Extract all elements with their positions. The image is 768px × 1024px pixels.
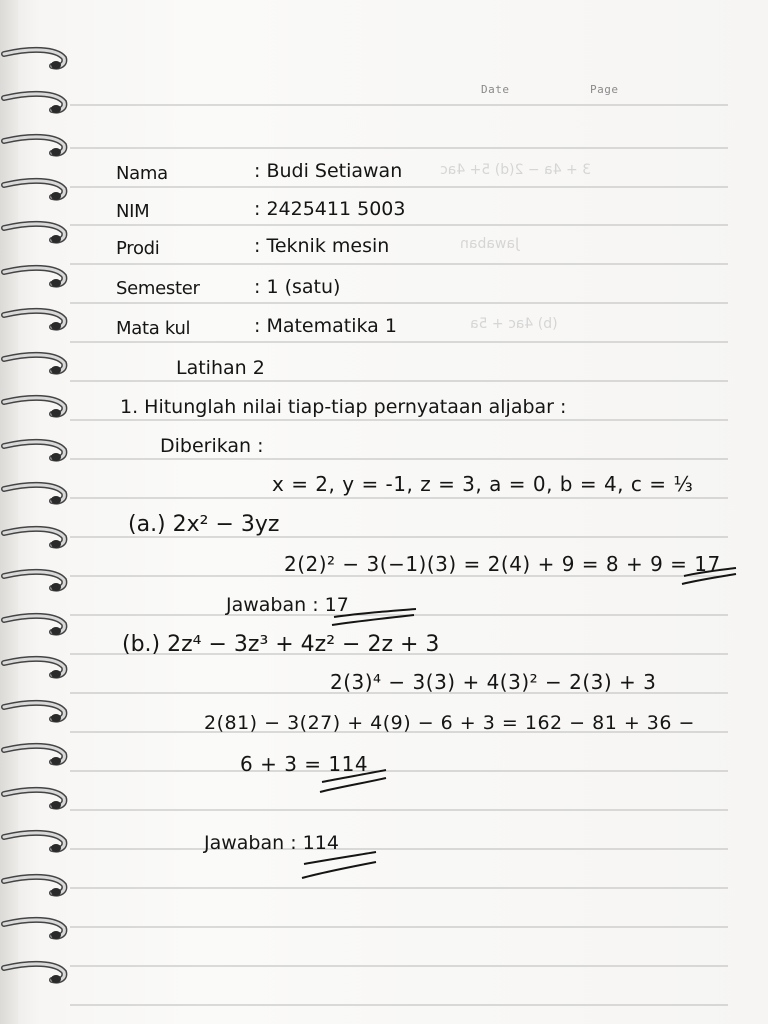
spiral-ring [0, 699, 72, 727]
spiral-ring [0, 133, 72, 161]
part-a-answer: Jawaban : 17 [226, 594, 349, 616]
part-b-working-1: 2(3)⁴ − 3(3) + 4(3)² − 2(3) + 3 [330, 670, 657, 694]
matkul-value: : Matematika 1 [254, 315, 397, 337]
prodi-value: : Teknik mesin [254, 235, 390, 257]
semester-label: Semester [116, 278, 200, 299]
double-underline-mark [318, 766, 390, 796]
name-label: Nama [116, 163, 168, 184]
bleed-through-mark: 3 + 4a − 2(d) 5+ 4ac [440, 162, 592, 178]
prodi-label: Prodi [116, 238, 160, 259]
nim-value: : 2425411 5003 [254, 198, 406, 220]
spiral-ring [0, 177, 72, 205]
spiral-ring [0, 46, 72, 74]
spiral-ring [0, 960, 72, 988]
spiral-ring [0, 829, 72, 857]
bleed-through-mark: Jawaban [460, 236, 520, 252]
semester-value: : 1 (satu) [254, 276, 341, 298]
double-underline-mark [680, 562, 740, 588]
spiral-ring [0, 525, 72, 553]
part-b-answer: Jawaban : 114 [204, 832, 339, 854]
spiral-ring [0, 90, 72, 118]
double-underline-mark [330, 603, 420, 629]
spiral-ring [0, 612, 72, 640]
bleed-through-mark: (b) 4ac + 5a [470, 316, 558, 332]
spiral-ring [0, 786, 72, 814]
spiral-ring [0, 655, 72, 683]
spiral-ring [0, 264, 72, 292]
part-a-expression: (a.) 2x² − 3yz [128, 512, 280, 537]
spiral-ring [0, 351, 72, 379]
part-b-working-3: 6 + 3 = 114 [240, 752, 369, 776]
spiral-ring [0, 481, 72, 509]
given-values: x = 2, y = -1, z = 3, a = 0, b = 4, c = ⅓ [272, 472, 694, 496]
spiral-ring [0, 394, 72, 422]
part-a-working: 2(2)² − 3(−1)(3) = 2(4) + 9 = 8 + 9 = 17 [284, 552, 721, 576]
spiral-ring [0, 873, 72, 901]
given-label: Diberikan : [160, 435, 264, 457]
part-b-working-2: 2(81) − 3(27) + 4(9) − 6 + 3 = 162 − 81 + 36 − [204, 712, 695, 734]
page-label: Page [590, 83, 619, 96]
part-b-expression: (b.) 2z⁴ − 3z³ + 4z² − 2z + 3 [122, 632, 440, 657]
spiral-ring [0, 438, 72, 466]
exercise-title: Latihan 2 [176, 357, 265, 379]
spiral-ring [0, 742, 72, 770]
name-value: : Budi Setiawan [254, 160, 403, 182]
spiral-ring [0, 307, 72, 335]
date-label: Date [481, 83, 510, 96]
nim-label: NIM [116, 201, 150, 222]
double-underline-mark [300, 850, 380, 886]
question-text: 1. Hitunglah nilai tiap-tiap pernyataan aljabar : [120, 396, 567, 418]
spiral-ring [0, 916, 72, 944]
spiral-ring [0, 220, 72, 248]
matkul-label: Mata kul [116, 318, 191, 339]
spiral-ring [0, 568, 72, 596]
